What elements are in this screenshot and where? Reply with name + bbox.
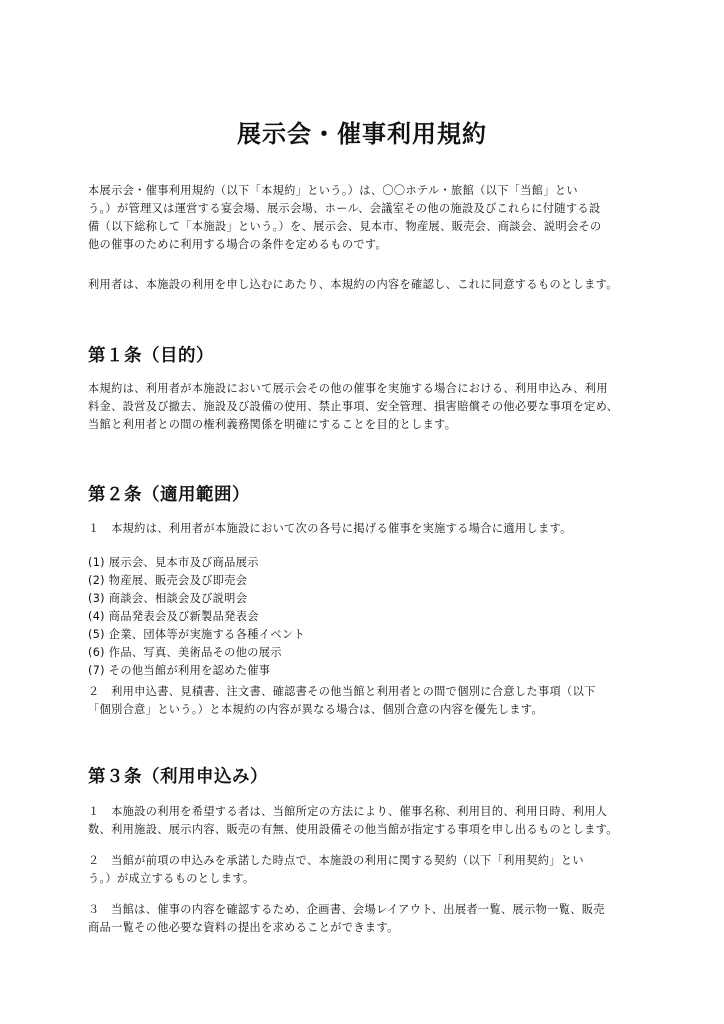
article-2-clause-2-line: 「個別合意」という。）と本規約の内容が異なる場合は、個別合意の内容を優先します。 xyxy=(88,703,544,716)
intro-paragraph xyxy=(88,182,648,254)
article-1-heading: 第１条（目的） xyxy=(88,346,214,366)
list-item: (3) 商談会、相談会及び説明会 xyxy=(88,592,248,605)
article-3-clause-3-line: 商品一覧その他必要な資料の提出を求めることができます。 xyxy=(88,921,399,934)
article-3-clause-1-line: １ 本施設の利用を希望する者は、当館所定の方法により、催事名称、利用目的、利用日時、利用人 xyxy=(88,805,608,818)
article-3-clause-2-line: ２ 当館が前項の申込みを承諾した時点で、本施設の利用に関する契約（以下「利用契約」とい xyxy=(88,854,584,867)
article-2-clause-1 xyxy=(88,520,648,538)
article-2-item-list xyxy=(88,554,305,680)
list-item: (2) 物産展、販売会及び即売会 xyxy=(88,574,248,587)
document-title: 展示会・催事利用規約 xyxy=(237,120,487,148)
article-3-heading: 第３条（利用申込み） xyxy=(88,767,268,787)
consent-paragraph xyxy=(88,276,648,294)
article-1-paragraph xyxy=(88,380,648,434)
list-item: (6) 作品、写真、美術品その他の展示 xyxy=(88,646,282,659)
consent-line: 利用者は、本施設の利用を申し込むにあたり、本規約の内容を確認し、これに同意するものとします。 xyxy=(88,278,618,291)
article-3-clause-2 xyxy=(88,852,648,888)
intro-line: 他の催事のために利用する場合の条件を定めるものです。 xyxy=(88,238,388,251)
list-item: (4) 商品発表会及び新製品発表会 xyxy=(88,610,259,623)
list-item: (5) 企業、団体等が実施する各種イベント xyxy=(88,628,305,641)
article-3-clause-1-line: 数、利用施設、展示内容、販売の有無、使用設備その他当館が指定する事項を申し出るものとします。 xyxy=(88,823,618,836)
article-2-clause-1-line: １ 本規約は、利用者が本施設において次の各号に掲げる催事を実施する場合に適用します。 xyxy=(88,522,572,535)
list-item: (7) その他当館が利用を認めた催事 xyxy=(88,664,271,677)
list-item: (1) 展示会、見本市及び商品展示 xyxy=(88,556,259,569)
intro-line: う。）が管理又は運営する宴会場、展示会場、ホール、会議室その他の施設及びこれらに付随する設 xyxy=(88,202,601,215)
article-3-clause-3 xyxy=(88,901,648,937)
article-3-clause-1 xyxy=(88,803,648,839)
article-2-clause-2 xyxy=(88,683,648,719)
intro-line: 備（以下総称して「本施設」という。）を、展示会、見本市、物産展、販売会、商談会、説明会その xyxy=(88,220,602,233)
article-2-clause-2-line: ２ 利用申込書、見積書、注文書、確認書その他当館と利用者との間で個別に合意した事項（以下 xyxy=(88,685,596,698)
article-3-clause-3-line: ３ 当館は、催事の内容を確認するため、企画書、会場レイアウト、出展者一覧、展示物一覧、販売 xyxy=(88,903,605,916)
article-1-line: 当館と利用者との間の権利義務関係を明確にすることを目的とします。 xyxy=(88,418,457,431)
article-1-line: 料金、設営及び撤去、施設及び設備の使用、禁止事項、安全管理、損害賠償その他必要な事項を定め、 xyxy=(88,400,619,413)
article-3-clause-2-line: う。）が成立するものとします。 xyxy=(88,872,255,885)
intro-line: 本展示会・催事利用規約（以下「本規約」という。）は、〇〇ホテル・旅館（以下「当館」とい xyxy=(88,184,578,197)
article-2-heading: 第２条（適用範囲） xyxy=(88,485,250,505)
article-1-line: 本規約は、利用者が本施設において展示会その他の催事を実施する場合における、利用申込み、利用 xyxy=(88,382,608,395)
